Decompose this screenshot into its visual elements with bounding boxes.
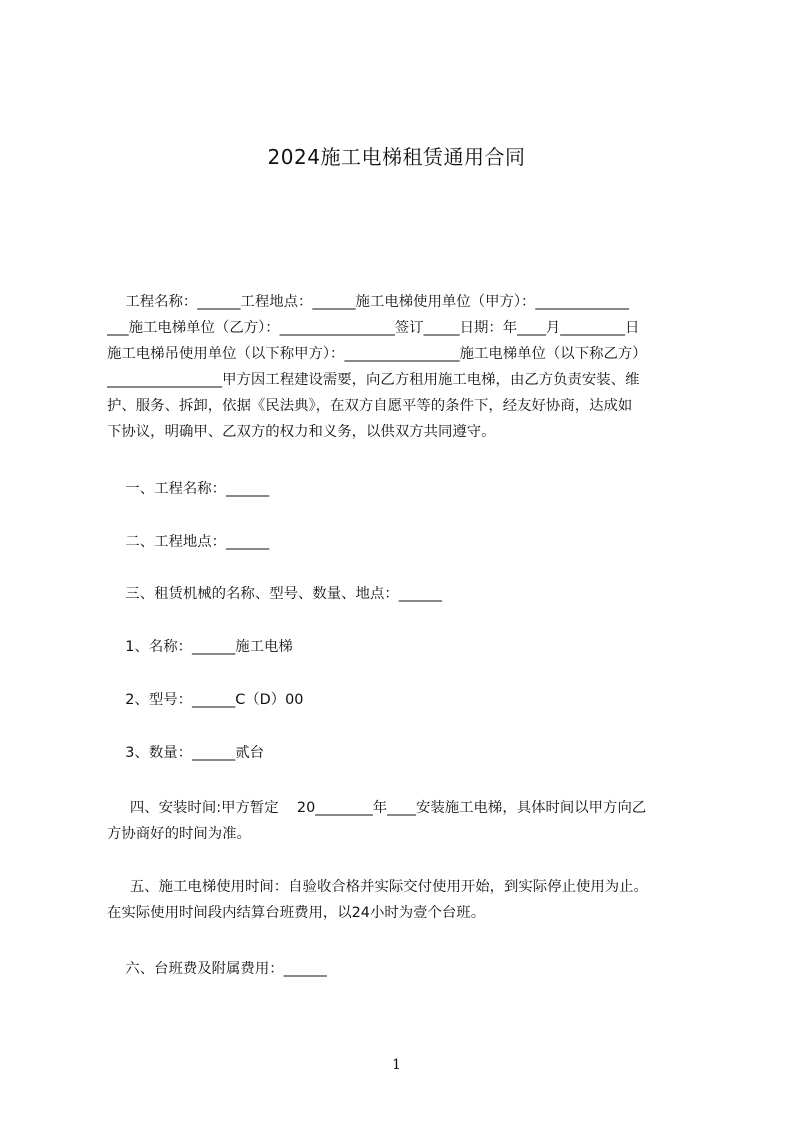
intro-line: ________________甲方因工程建设需要，向乙方租用施工电梯，由乙方负责安装、维 [107,372,640,388]
page-number: 1 [392,1057,401,1073]
intro-line: 施工电梯吊使用单位（以下称甲方）：________________施工电梯单位（以下称乙方） [107,346,647,362]
document-title: 2024施工电梯租赁通用合同 [267,145,526,169]
clause-shift-fees: 六、台班费及附属费用：______ [107,961,327,977]
clause-installation-time [107,795,699,847]
intro-line: 工程名称：______工程地点：______施工电梯使用单位（甲方）：_____________ [107,294,629,310]
item-quantity: 3、数量：______贰台 [107,745,264,761]
clause-line: 在实际使用时间段内结算台班费用，以24小时为壹个台班。 [107,905,486,921]
clause-line: 四、安装时间:甲方暂定 20________年____安装施工电梯，具体时间以甲方向乙 [107,800,647,816]
intro-line: 下协议，明确甲、乙双方的权力和义务，以供双方共同遵守。 [107,424,496,440]
intro-line: 护、服务、拆卸，依据《民法典》，在双方自愿平等的条件下，经友好协商，达成如 [107,398,633,414]
clause-line: 五、施工电梯使用时间：自验收合格并实际交付使用开始，到实际停止使用为止。 [107,879,648,895]
clause-leased-machinery: 三、租赁机械的名称、型号、数量、地点：______ [107,586,442,602]
clause-project-name: 一、工程名称：______ [107,481,270,497]
intro-line: ___施工电梯单位（乙方）：________________签订_____日期：年____月_________日 [107,320,640,336]
item-model: 2、型号：______C（D）00 [107,692,304,708]
item-name: 1、名称：______施工电梯 [107,639,293,655]
intro-paragraph [107,289,699,445]
clause-usage-time [107,874,699,926]
clause-project-location: 二、工程地点：______ [107,534,270,550]
clause-line: 方协商好的时间为准。 [107,826,251,842]
